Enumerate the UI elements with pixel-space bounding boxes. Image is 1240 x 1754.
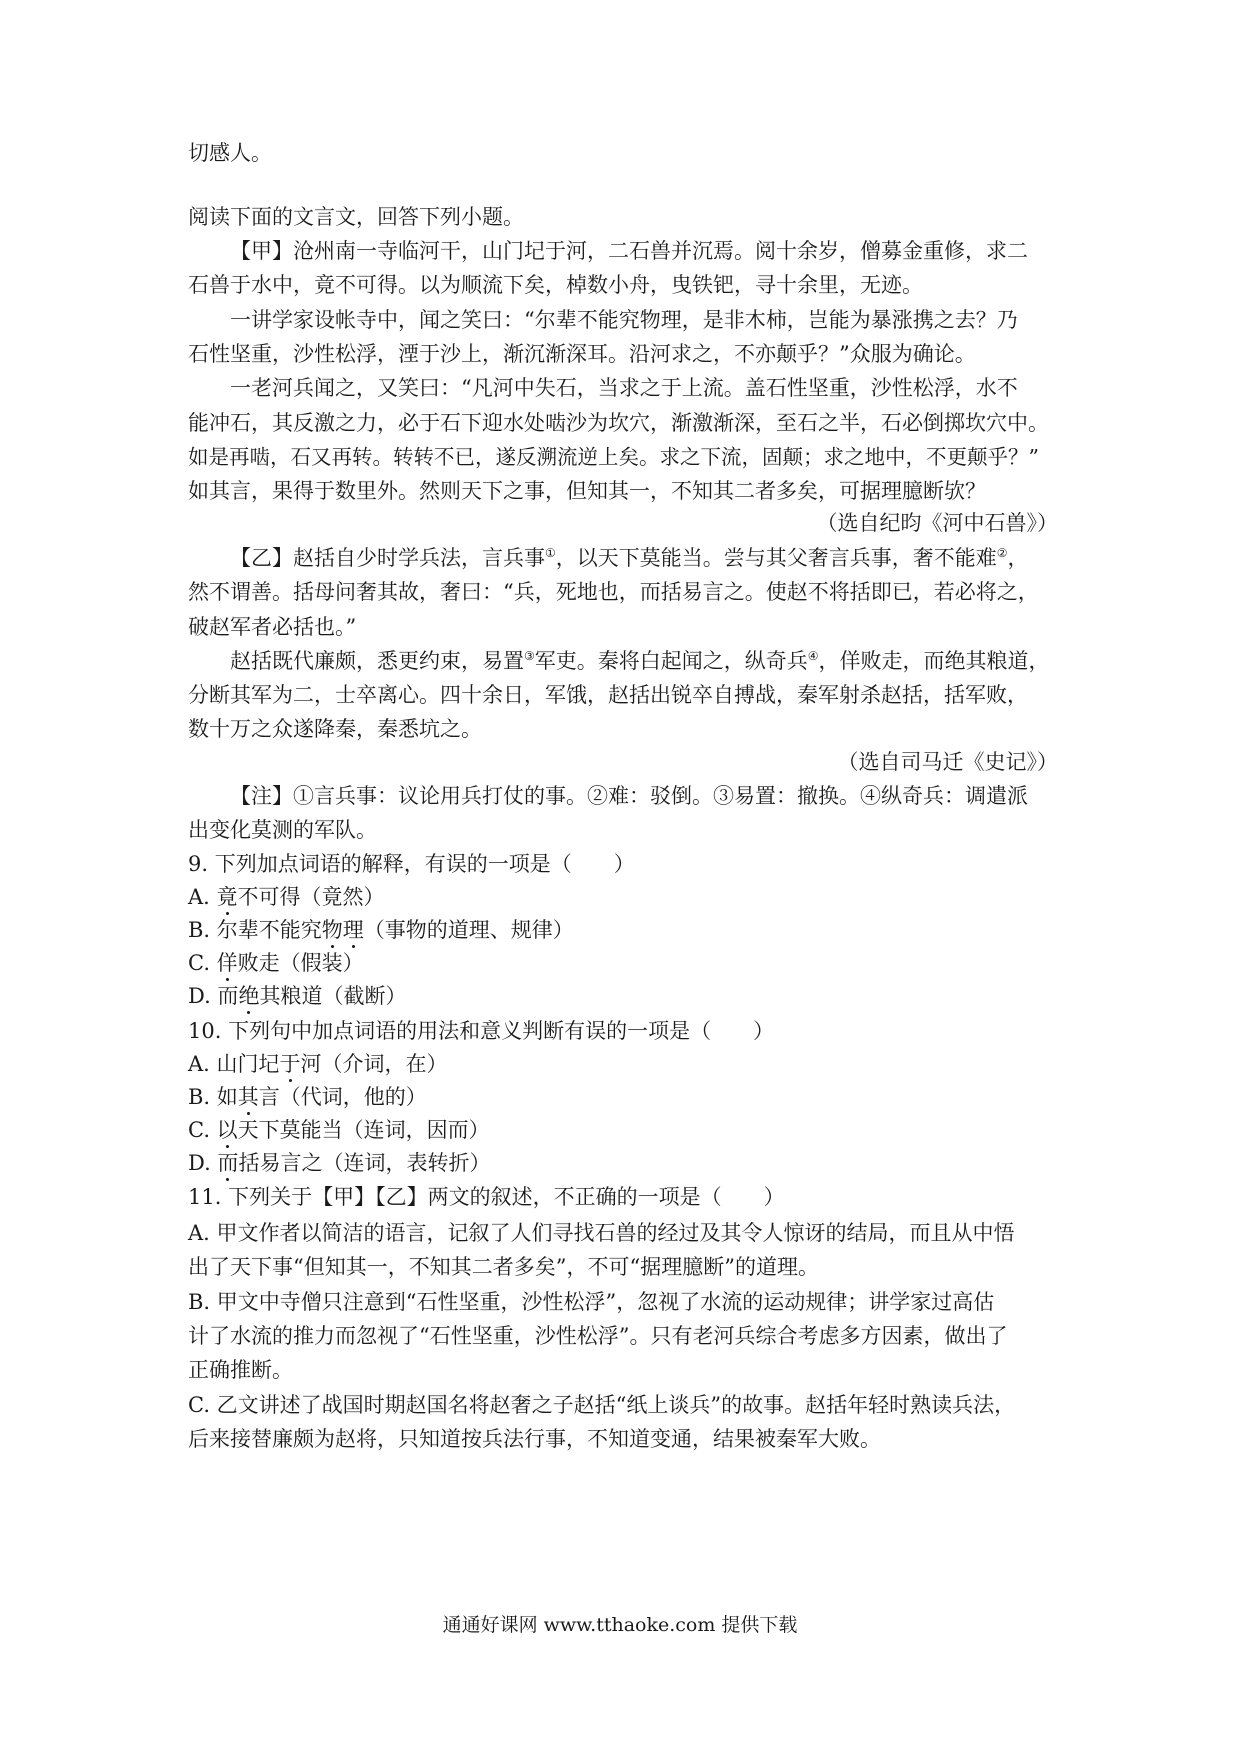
dotted-word: 绝 xyxy=(238,984,260,1008)
text-span: A. 山门圮 xyxy=(188,1052,280,1076)
passage-jia-line: 一讲学家设帐寺中，闻之笑曰：“尔辈不能究物理，是非木柿，岂能为暴涨携之去？乃 xyxy=(230,308,1018,332)
footnote-marker: ④ xyxy=(807,649,819,663)
option-9c xyxy=(188,949,1058,977)
passage-yi-line: 破赵军者必括也。” xyxy=(188,615,357,639)
question-11: 11. 下列关于【甲】【乙】两文的叙述，不正确的一项是（ ） xyxy=(188,1185,785,1209)
option-10b xyxy=(188,1083,1058,1111)
dotted-word: 竟 xyxy=(216,885,238,909)
option-9d xyxy=(188,982,1058,1010)
option-11b-line: B. 甲文中寺僧只注意到“石性坚重，沙性松浮”，忽视了水流的运动规律；讲学家过高估 xyxy=(188,1290,995,1314)
footnote-marker: ① xyxy=(545,546,556,560)
passage-jia-line: 如其言，果得于数里外。然则天下之事，但知其一，不知其二者多矣，可据理臆断欤？ xyxy=(188,479,986,503)
text-span: 天下莫能当（连词，因而） xyxy=(237,1118,490,1142)
option-10d xyxy=(188,1149,1058,1177)
question-9: 9. 下列加点词语的解释，有误的一项是（ ） xyxy=(188,852,635,876)
text-span: C. xyxy=(188,1118,217,1142)
passage-jia-line: 石兽于水中，竟不可得。以为顺流下矣，棹数小舟，曳铁钯，寻十余里，无迹。 xyxy=(188,273,923,297)
option-11c-line: C. 乙文讲述了战国时期赵国名将赵奢之子赵括“纸上谈兵”的故事。赵括年轻时熟读兵法， xyxy=(188,1393,1016,1417)
passage-jia-line: 一老河兵闻之，又笑曰：“凡河中失石，当求之于上流。盖石性坚重，沙性松浮，水不 xyxy=(230,376,1018,400)
dotted-word: 以 xyxy=(216,1118,238,1142)
footnote-marker: ③ xyxy=(524,649,535,663)
passage-jia-line: 如是再啮，石又再转。转转不已，遂反溯流逆上矣。求之下流，固颠；求之地中，不更颠乎？” xyxy=(188,445,1039,469)
text-span: 括易言之（连词，表转折） xyxy=(238,1151,491,1175)
passage-jia-line: 能冲石，其反激之力，必于石下迎水处啮沙为坎穴，渐激渐深，至石之半，石必倒掷坎穴中。 xyxy=(188,411,1049,435)
option-11a-line: 出了天下事“但知其一，不知其二者多矣”，不可“据理臆断”的道理。 xyxy=(188,1255,819,1279)
option-11a-line: A. 甲文作者以简洁的语言，记叙了人们寻找石兽的经过及其令人惊讶的结局，而且从中悟 xyxy=(188,1221,1015,1245)
text-span: ，以天下莫能当。尝与其父奢言兵事，奢不能难 xyxy=(555,546,997,570)
text-span: 赵括既代廉颇，悉更约束，易置 xyxy=(230,649,524,673)
text-span: 败走（假装） xyxy=(237,951,364,975)
option-11c-line: 后来接替廉颇为赵将，只知道按兵法行事，不知道变通，结果被秦军大败。 xyxy=(188,1427,881,1451)
text-span: 军吏。秦将白起闻之，纵奇兵 xyxy=(534,649,808,673)
passage-jia-line: 【甲】沧州南一寺临河干，山门圮于河，二石兽并沉焉。阅十余岁，僧募金重修，求二 xyxy=(230,239,1028,263)
source-citation: （选自司马迁《史记》） xyxy=(837,750,1058,774)
passage-yi-line: 数十万之众遂降秦，秦悉坑之。 xyxy=(188,717,482,741)
text-span: C. xyxy=(188,951,217,975)
text-span: 其粮道（截断） xyxy=(259,984,407,1008)
option-11b-line: 正确推断。 xyxy=(188,1358,293,1382)
passage-yi-line xyxy=(188,544,1058,572)
dotted-word: 理 xyxy=(342,918,364,942)
option-9a xyxy=(188,883,1058,911)
dotted-word: 而 xyxy=(217,1151,239,1175)
text-span: ，佯败走，而绝其粮道， xyxy=(818,649,1050,673)
passage-jia-line: 石性坚重，沙性松浮，湮于沙上，渐沉渐深耳。沿河求之，不亦颠乎？”众服为确论。 xyxy=(188,342,976,366)
text-span: 言（代词，他的） xyxy=(258,1085,427,1109)
footnote-marker: ② xyxy=(996,546,1008,560)
dotted-word: 其 xyxy=(237,1085,259,1109)
text-span: B. 尔辈不能究 xyxy=(188,918,322,942)
text-span: （事物的道理、规律） xyxy=(363,918,574,942)
text-span: 河（介词，在） xyxy=(300,1052,448,1076)
passage-yi-line: 分断其军为二，士卒离心。四十余日，军饿，赵括出锐卒自搏战，秦军射杀赵括，括军败， xyxy=(188,683,1028,707)
passage-yi-line xyxy=(188,647,1058,675)
text-span: 【乙】赵括自少时学兵法，言兵事 xyxy=(230,546,545,570)
text-line: 切感人。 xyxy=(188,141,272,165)
passage-yi-line: 然不谓善。括母问奢其故，奢曰：“兵，死地也，而括易言之。使赵不将括即已，若必将之， xyxy=(188,580,1039,604)
text-span: D. xyxy=(188,1151,218,1175)
option-10a xyxy=(188,1050,1058,1078)
note-line: 【注】①言兵事：议论用兵打仗的事。②难：驳倒。③易置：撤换。④纵奇兵：调遣派 xyxy=(230,784,1028,808)
text-span: B. 如 xyxy=(188,1085,238,1109)
dotted-word: 物 xyxy=(321,918,343,942)
option-10c xyxy=(188,1116,1058,1144)
question-10: 10. 下列句中加点词语的用法和意义判断有误的一项是（ ） xyxy=(188,1019,775,1043)
text-span: ， xyxy=(1007,546,1029,570)
page-footer: 通通好课网 www.tthaoke.com 提供下载 xyxy=(442,1614,798,1636)
option-11b-line: 计了水流的推力而忽视了“石性坚重，沙性松浮”。只有老河兵综合考虑多方因素，做出了 xyxy=(188,1324,1008,1348)
text-span: 不可得（竟然） xyxy=(237,885,385,909)
dotted-word: 佯 xyxy=(216,951,238,975)
dotted-word: 于 xyxy=(279,1052,301,1076)
option-9b xyxy=(188,916,1058,944)
source-citation: （选自纪昀《河中石兽》） xyxy=(816,511,1058,535)
note-line: 出变化莫测的军队。 xyxy=(188,818,377,842)
text-span: A. xyxy=(188,885,217,909)
instruction-line: 阅读下面的文言文，回答下列小题。 xyxy=(188,205,524,229)
text-span: D. 而 xyxy=(188,984,239,1008)
